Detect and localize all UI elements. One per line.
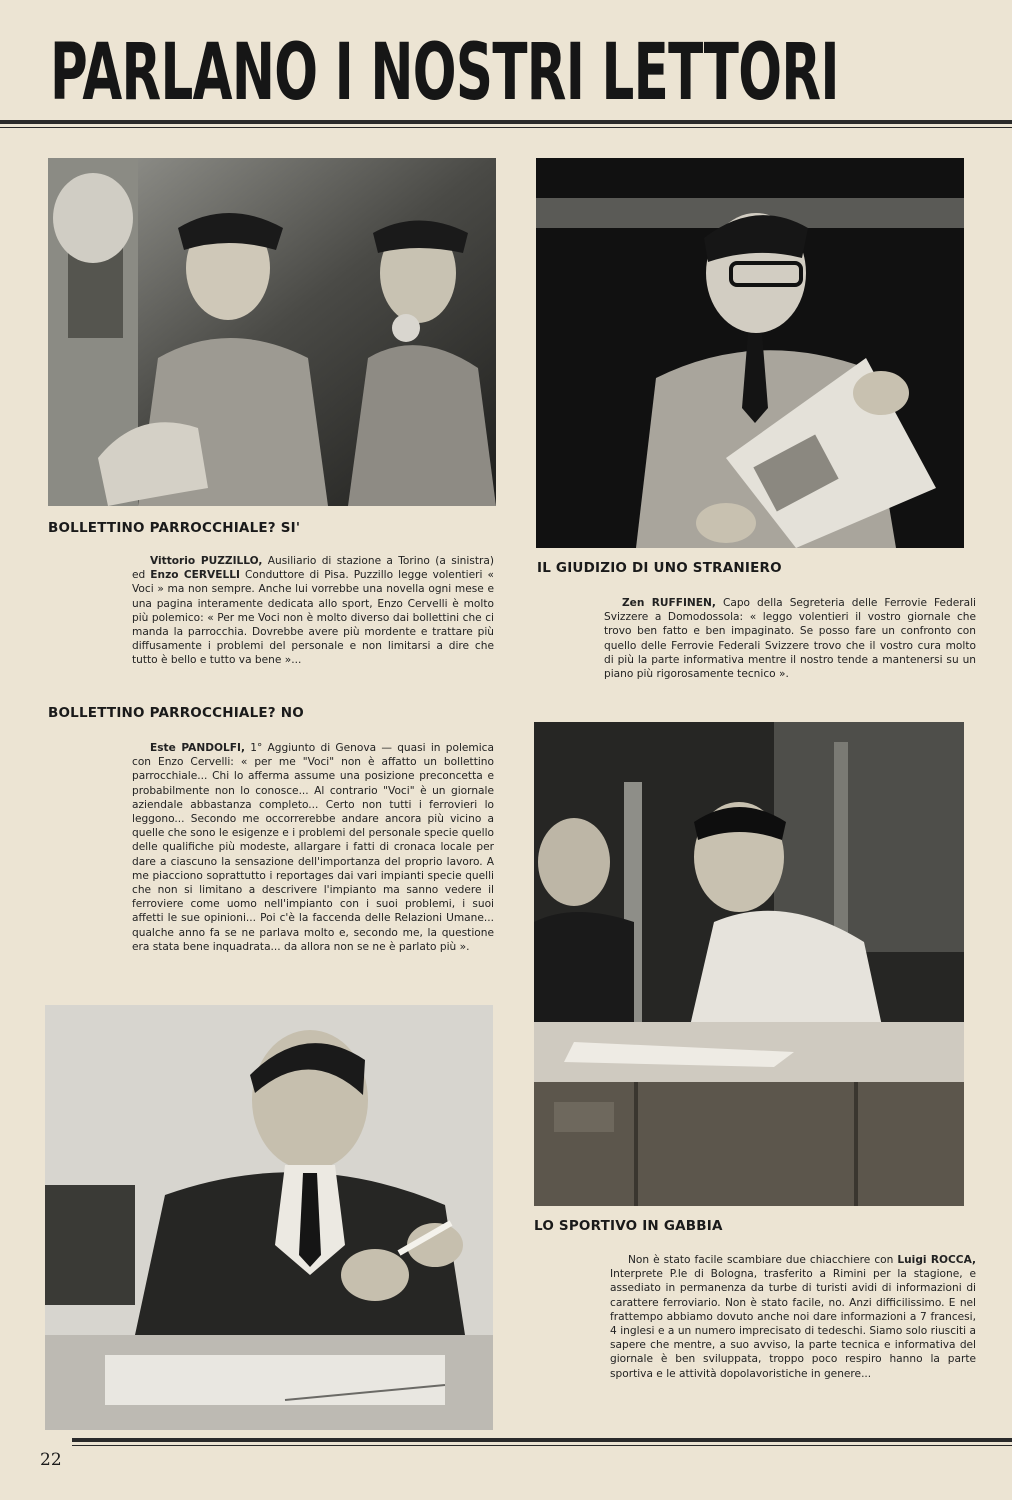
- name-pandolfi: Este PANDOLFI,: [150, 742, 245, 754]
- photo-man-at-desk-image: [45, 1005, 493, 1430]
- bottom-rule-thin: [72, 1445, 1012, 1446]
- article-pandolfi-text: 1° Aggiunto di Genova — quasi in polemica con Enzo Cervelli: « per me "Voci" non è affatto un bollettino parrocchiale... Chi lo afferma assume una posizione preconcetta e probabilmente non lo conosce... Al contrario "Voci" è un giornale aziendale abbastanza completo... Certo non tutti i ferrovieri lo leggono... Secondo me occorrerebbe andare ancora più vicino a quelle che sono le esigenze e i problemi del personale specie quello delle qualifiche più modeste, allargare i fatti di cronaca locale per dare a ciascuno la sensazione dell'importanza del proprio lavoro. A me piacciono soprattutto i reportages dai vari impianti specie quelli che non si limitano a descrivere l'impianto ma sanno vedere il ferroviere come uomo nell'impianto con i suoi problemi, i suoi affetti le sue opinioni... Poi c'è la faccenda delle Relazioni Umane... qualche anno fa se ne parlava molto e, secondo me, la questione era stata bene inquadrata... da allora non se ne è parlato più ».: [132, 742, 495, 953]
- photo-ticket-counter: [534, 722, 964, 1206]
- photo-railway-workers: [48, 158, 496, 506]
- name-rocca: Luigi ROCCA,: [897, 1254, 976, 1266]
- headline-sportivo-gabbia: LO SPORTIVO IN GABBIA: [534, 1218, 723, 1234]
- page-title: PARLANO I NOSTRI LETTORI: [50, 28, 839, 118]
- name-cervelli: Enzo CERVELLI: [150, 569, 240, 582]
- page-number: 22: [40, 1450, 62, 1470]
- photo-ticket-counter-image: [534, 722, 964, 1206]
- article-puzzillo-text1: Ausiliario di stazione a Torino (a sinistra) ed: [132, 555, 494, 582]
- headline-bollettino-no: BOLLETTINO PARROCCHIALE? NO: [48, 705, 304, 721]
- top-rule-thin: [0, 127, 1012, 128]
- bottom-rule: [72, 1438, 1012, 1442]
- article-ruffinen-text: Capo della Segreteria delle Ferrovie Federali Svizzere a Domodossola: « leggo volentieri il vostro giornale che trovo ben fatto e ben impaginato. Se posso fare un confronto con quello delle Ferrovie Federali Svizzere trovo che il vostro cura molto di più la parte informativa mentre il nostro tende a mantenersi su un piano più rigorosamente tecnico ».: [604, 597, 976, 681]
- article-pandolfi: [132, 741, 494, 954]
- headline-giudizio-straniero: IL GIUDIZIO DI UNO STRANIERO: [537, 560, 782, 576]
- article-rocca-intro: Non è stato facile scambiare due chiacchiere con: [628, 1254, 898, 1266]
- name-ruffinen: Zen RUFFINEN,: [622, 597, 716, 609]
- article-ruffinen: [604, 596, 976, 681]
- photo-man-at-desk: [45, 1005, 493, 1430]
- headline-bollettino-si: BOLLETTINO PARROCCHIALE? SI': [48, 520, 301, 536]
- photo-man-reading: [536, 158, 964, 548]
- article-puzzillo-cervelli: [132, 554, 494, 668]
- photo-man-reading-image: [536, 158, 964, 548]
- article-rocca-text: Interprete P.le di Bologna, trasferito a Rimini per la stagione, e assediato in permanenza da turbe di turisti avidi di informazioni di carattere ferroviario. Non è stato facile, no. Anzi difficilissimo. E nel frattempo abbiamo dovuto anche noi dare informazioni a 7 francesi, 4 inglesi e a un numero imprecisato di tedeschi. Siamo solo riusciti a sapere che mentre, a suo avviso, la parte tecnica e informativa del giornale è ben sviluppata, troppo poco respiro hanno la parte sportiva e le attività dopolavoristiche in genere...: [610, 1268, 976, 1380]
- article-puzzillo-text2: Conduttore di Pisa. Puzzillo legge volentieri « Voci » ma non sempre. Anche lui vorrebbe una novella ogni mese e una pagina interamente dedicata allo sport, Enzo Cervelli è molto più polemico: « Per me Voci non è molto diverso dai bollettini che ci manda la parrocchia. Dovrebbe avere più mordente e trattare più diffusamente i problemi del personale e non limitarsi a dire che tutto è bello e tutto va bene »...: [132, 569, 494, 667]
- article-rocca: [610, 1253, 976, 1381]
- top-rule: [0, 120, 1012, 124]
- name-puzzillo: Vittorio PUZZILLO,: [150, 555, 263, 567]
- photo-railway-workers-image: [48, 158, 496, 506]
